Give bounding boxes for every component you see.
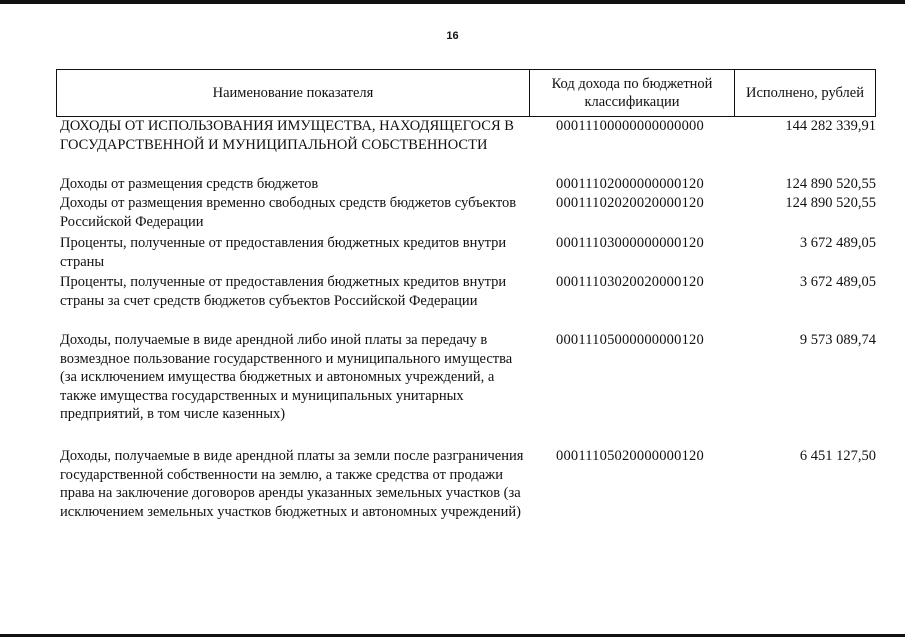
row-name: Доходы от размещения временно свободных средств бюджетов субъектов Российской Федерации (60, 195, 517, 230)
row-name: ДОХОДЫ ОТ ИСПОЛЬЗОВАНИЯ ИМУЩЕСТВА, НАХОДЯЩЕГОСЯ В ГОСУДАРСТВЕННОЙ И МУНИЦИПАЛЬНОЙ СОБСТВЕННОСТИ (60, 118, 514, 153)
row-name: Проценты, полученные от предоставления бюджетных кредитов внутри страны за счет средств бюджетов субъектов Российской Федерации (60, 274, 507, 309)
header-amount: Исполнено, рублей (746, 85, 864, 101)
row-amount: 124 890 520,55 (785, 195, 876, 211)
row-amount: 144 282 339,91 (785, 118, 876, 134)
row-name: Доходы, получаемые в виде арендной либо иной платы за передачу в возмездное пользование государственного и муниципального имущества (за исключением имущества бюджетных и автономных учреждений, а также имущества государственных и муниципальных унитарных предприятий, в том числе казенных) (60, 332, 513, 422)
row-code: 00011102020020000120 (556, 195, 704, 211)
row-amount: 6 451 127,50 (799, 448, 876, 464)
row-amount: 3 672 489,05 (799, 235, 876, 251)
row-code: 00011100000000000000 (556, 118, 704, 134)
row-name: Доходы, получаемые в виде арендной платы за земли после разграничения государственной собственности на землю, а также средства от продажи права на заключение договоров аренды указанных земельных участков (за исключением земельных участков бюджетных и автономных учреждений) (60, 448, 524, 520)
header-name: Наименование показателя (57, 70, 530, 116)
row-code: 00011105020000000120 (556, 448, 704, 464)
row-amount: 9 573 089,74 (799, 332, 876, 348)
page-number: 16 (446, 30, 459, 42)
page-bottom-border (0, 634, 905, 637)
row-code: 00011103000000000120 (556, 235, 704, 251)
page-top-border (0, 0, 905, 4)
row-code: 00011105000000000120 (556, 332, 704, 348)
row-amount: 124 890 520,55 (785, 176, 876, 192)
row-name: Доходы от размещения средств бюджетов (60, 176, 319, 192)
row-code: 00011102000000000120 (556, 176, 704, 192)
row-code: 00011103020020000120 (556, 274, 704, 290)
header-code: Код дохода по бюджетной классификации (530, 70, 735, 116)
row-amount: 3 672 489,05 (799, 274, 876, 290)
row-name: Проценты, полученные от предоставления бюджетных кредитов внутри страны (60, 235, 507, 270)
table-header (56, 69, 876, 117)
